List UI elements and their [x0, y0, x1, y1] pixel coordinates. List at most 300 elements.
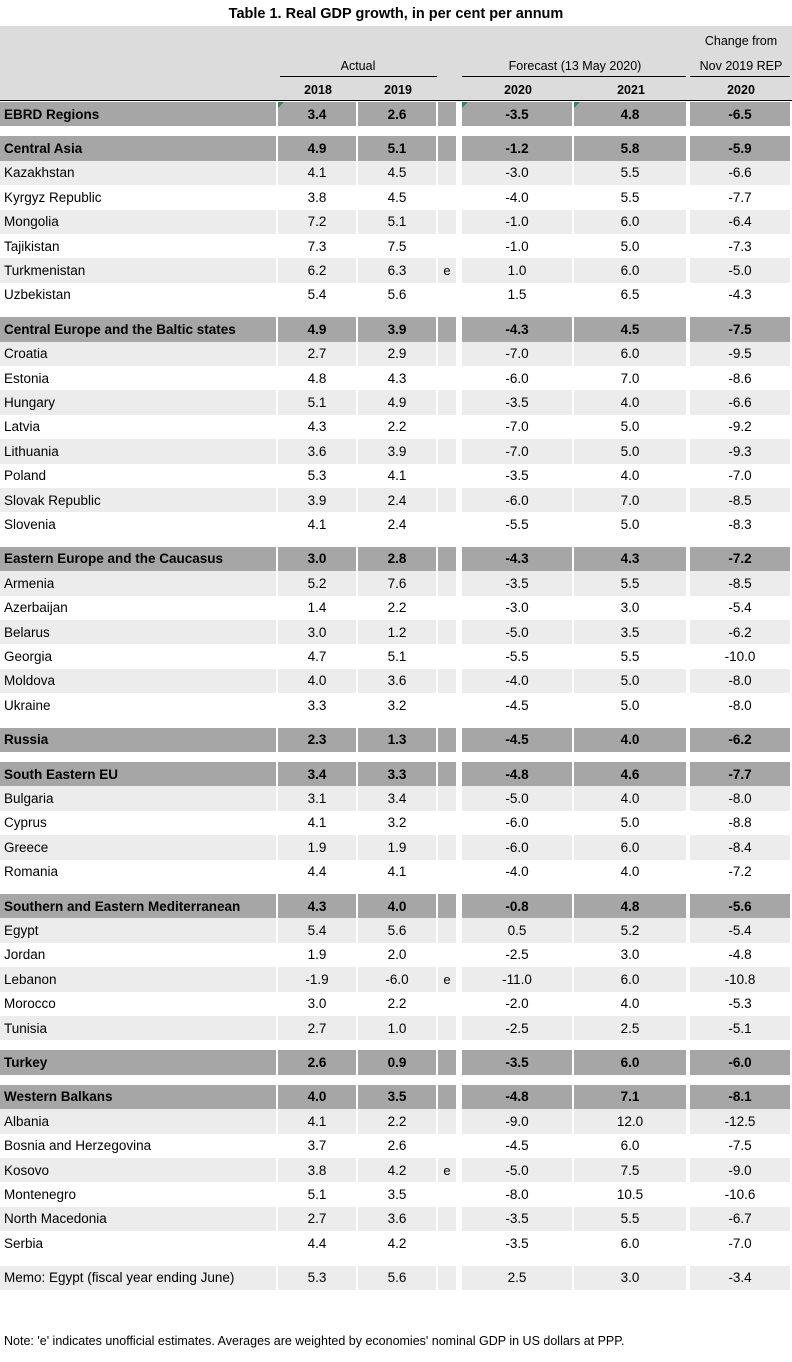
value-cell: -9.3: [690, 439, 790, 463]
value-cell: 4.5: [574, 317, 686, 341]
estimate-flag: [438, 547, 456, 571]
value-cell: 6.0: [574, 210, 686, 234]
table-row: [0, 512, 792, 536]
value-cell: 4.0: [278, 669, 356, 693]
value-cell: -5.5: [462, 512, 572, 536]
row-label: Armenia: [0, 571, 276, 595]
value-cell: -8.6: [690, 366, 790, 390]
value-cell: -0.8: [462, 894, 572, 918]
value-cell: -4.5: [462, 693, 572, 717]
cell-comment-marker-icon: [462, 102, 468, 108]
table-row: [0, 620, 792, 644]
value-cell: 3.4: [278, 762, 356, 786]
value-cell: -8.0: [462, 1182, 572, 1206]
value-cell: 4.1: [278, 811, 356, 835]
value-cell: 3.2: [358, 693, 436, 717]
value-cell: -3.5: [462, 102, 572, 126]
value-cell: 10.5: [574, 1182, 686, 1206]
row-label: Poland: [0, 464, 276, 488]
estimate-flag: [438, 693, 456, 717]
table-row: [0, 786, 792, 810]
value-cell: 7.0: [574, 366, 686, 390]
value-cell: -7.0: [690, 1231, 790, 1255]
value-cell: 5.1: [358, 644, 436, 668]
value-cell: 4.4: [278, 860, 356, 884]
value-cell: 3.2: [358, 811, 436, 835]
row-label: Slovak Republic: [0, 488, 276, 512]
value-cell: -3.5: [462, 1231, 572, 1255]
value-cell: 2.7: [278, 342, 356, 366]
value-cell: -9.5: [690, 342, 790, 366]
row-label: EBRD Regions: [0, 102, 276, 126]
value-cell: 6.0: [574, 342, 686, 366]
value-cell: 1.9: [278, 835, 356, 859]
row-label: Kyrgyz Republic: [0, 185, 276, 209]
value-cell: -1.0: [462, 210, 572, 234]
table-row: [0, 1016, 792, 1040]
value-cell: 1.9: [278, 943, 356, 967]
value-cell: 5.0: [574, 234, 686, 258]
estimate-flag: [438, 210, 456, 234]
cell-comment-marker-icon: [278, 102, 284, 108]
value-cell: -6.0: [462, 366, 572, 390]
value-cell: 2.9: [358, 342, 436, 366]
value-cell: 2.6: [358, 102, 436, 126]
header-change-line2: Nov 2019 REP: [699, 59, 783, 73]
value-cell: -8.3: [690, 512, 790, 536]
table-row: [0, 1182, 792, 1206]
value-cell: -8.0: [690, 786, 790, 810]
estimate-flag: [438, 992, 456, 1016]
value-cell: -8.1: [690, 1085, 790, 1109]
row-label: Russia: [0, 728, 276, 752]
table-row: [0, 1231, 792, 1255]
estimate-flag: [438, 835, 456, 859]
value-cell: 2.2: [358, 596, 436, 620]
estimate-flag: [438, 1231, 456, 1255]
value-cell: 7.6: [358, 571, 436, 595]
value-cell: -4.0: [462, 185, 572, 209]
group-row: [0, 136, 792, 160]
value-cell: -2.5: [462, 1016, 572, 1040]
row-label: Memo: Egypt (fiscal year ending June): [0, 1266, 276, 1290]
table-row: [0, 366, 792, 390]
value-cell: -5.4: [690, 596, 790, 620]
header-forecast: Forecast (13 May 2020): [508, 59, 642, 73]
value-cell: 5.1: [358, 210, 436, 234]
value-cell: 5.0: [574, 439, 686, 463]
estimate-flag: [438, 1050, 456, 1074]
table-row: [0, 811, 792, 835]
table-row: [0, 644, 792, 668]
value-cell: -2.5: [462, 943, 572, 967]
estimate-flag: [438, 390, 456, 414]
value-cell: -6.0: [690, 1050, 790, 1074]
value-cell: 5.1: [278, 390, 356, 414]
value-cell: 3.5: [574, 620, 686, 644]
value-cell: -5.9: [690, 136, 790, 160]
estimate-flag: [438, 596, 456, 620]
value-cell: 3.0: [574, 1266, 686, 1290]
value-cell: -7.2: [690, 547, 790, 571]
value-cell: 3.0: [574, 596, 686, 620]
value-cell: -6.0: [462, 811, 572, 835]
value-cell: -6.6: [690, 390, 790, 414]
estimate-flag: [438, 136, 456, 160]
value-cell: -8.5: [690, 488, 790, 512]
value-cell: 4.9: [278, 136, 356, 160]
value-cell: -4.5: [462, 1134, 572, 1158]
value-cell: 2.7: [278, 1016, 356, 1040]
header-year-2020-forecast: 2020: [504, 83, 532, 97]
value-cell: 4.0: [574, 728, 686, 752]
estimate-flag: [438, 571, 456, 595]
row-label: Bulgaria: [0, 786, 276, 810]
row-label: Jordan: [0, 943, 276, 967]
value-cell: 2.4: [358, 512, 436, 536]
value-cell: 4.5: [358, 161, 436, 185]
value-cell: 5.3: [278, 464, 356, 488]
value-cell: -8.5: [690, 571, 790, 595]
value-cell: 6.0: [574, 967, 686, 991]
value-cell: 6.0: [574, 1134, 686, 1158]
value-cell: -7.7: [690, 762, 790, 786]
estimate-flag: [438, 786, 456, 810]
estimate-flag: [438, 234, 456, 258]
group-row: [0, 894, 792, 918]
value-cell: -2.0: [462, 992, 572, 1016]
value-cell: 3.9: [358, 317, 436, 341]
value-cell: -4.8: [462, 762, 572, 786]
value-cell: 2.7: [278, 1207, 356, 1231]
estimate-flag: [438, 512, 456, 536]
value-cell: 3.8: [278, 185, 356, 209]
value-cell: -8.0: [690, 669, 790, 693]
header-year-2020-change: 2020: [727, 83, 755, 97]
estimate-flag: [438, 860, 456, 884]
value-cell: 6.5: [574, 283, 686, 307]
value-cell: -5.1: [690, 1016, 790, 1040]
value-cell: -1.0: [462, 234, 572, 258]
value-cell: 5.3: [278, 1266, 356, 1290]
memo-row: [0, 1266, 792, 1290]
value-cell: -3.5: [462, 1050, 572, 1074]
value-cell: 7.5: [574, 1158, 686, 1182]
value-cell: 3.6: [358, 669, 436, 693]
table-row: [0, 1207, 792, 1231]
table-row: [0, 967, 792, 991]
estimate-flag: [438, 762, 456, 786]
value-cell: 4.3: [358, 366, 436, 390]
row-label: Azerbaijan: [0, 596, 276, 620]
value-cell: 4.1: [278, 512, 356, 536]
value-cell: 5.1: [358, 136, 436, 160]
row-label: Turkmenistan: [0, 258, 276, 282]
row-label: Albania: [0, 1109, 276, 1133]
estimate-flag: e: [438, 258, 456, 282]
row-label: Greece: [0, 835, 276, 859]
value-cell: 1.5: [462, 283, 572, 307]
value-cell: 3.5: [358, 1085, 436, 1109]
value-cell: -6.5: [690, 102, 790, 126]
value-cell: -6.2: [690, 728, 790, 752]
table-row: [0, 693, 792, 717]
value-cell: 3.0: [574, 943, 686, 967]
value-cell: 7.2: [278, 210, 356, 234]
value-cell: 4.9: [358, 390, 436, 414]
row-label: North Macedonia: [0, 1207, 276, 1231]
row-label: Hungary: [0, 390, 276, 414]
row-label: Western Balkans: [0, 1085, 276, 1109]
value-cell: 5.5: [574, 1207, 686, 1231]
value-cell: 2.3: [278, 728, 356, 752]
header-change-line1: Change from: [704, 34, 778, 48]
table-note: Note: 'e' indicates unofficial estimates. Averages are weighted by economies' nominal GDP in US dollars at PPP.: [4, 1334, 625, 1348]
table-row: [0, 1158, 792, 1182]
estimate-flag: [438, 1016, 456, 1040]
value-cell: -9.2: [690, 415, 790, 439]
value-cell: -5.6: [690, 894, 790, 918]
value-cell: 1.9: [358, 835, 436, 859]
estimate-flag: [438, 1266, 456, 1290]
value-cell: -1.9: [278, 967, 356, 991]
row-label: Uzbekistan: [0, 283, 276, 307]
value-cell: -5.3: [690, 992, 790, 1016]
value-cell: 3.7: [278, 1134, 356, 1158]
value-cell: 5.0: [574, 811, 686, 835]
row-label: Montenegro: [0, 1182, 276, 1206]
estimate-flag: [438, 185, 456, 209]
value-cell: 0.5: [462, 918, 572, 942]
value-cell: 3.0: [278, 620, 356, 644]
table-row: [0, 161, 792, 185]
table-row: [0, 860, 792, 884]
table-row: [0, 669, 792, 693]
value-cell: 4.2: [358, 1158, 436, 1182]
value-cell: 5.5: [574, 161, 686, 185]
group-row: [0, 728, 792, 752]
value-cell: -6.6: [690, 161, 790, 185]
value-cell: 6.0: [574, 835, 686, 859]
estimate-flag: [438, 415, 456, 439]
value-cell: 5.2: [574, 918, 686, 942]
estimate-flag: [438, 894, 456, 918]
value-cell: 5.5: [574, 185, 686, 209]
row-label: Tunisia: [0, 1016, 276, 1040]
value-cell: -12.5: [690, 1109, 790, 1133]
estimate-flag: [438, 439, 456, 463]
row-label: Cyprus: [0, 811, 276, 835]
value-cell: 5.1: [278, 1182, 356, 1206]
value-cell: -4.0: [462, 669, 572, 693]
value-cell: -8.4: [690, 835, 790, 859]
value-cell: 1.0: [462, 258, 572, 282]
value-cell: 4.0: [574, 464, 686, 488]
estimate-flag: [438, 464, 456, 488]
value-cell: 3.5: [358, 1182, 436, 1206]
value-cell: -7.3: [690, 234, 790, 258]
table-title: Table 1. Real GDP growth, in per cent per annum: [228, 6, 564, 22]
estimate-flag: [438, 620, 456, 644]
value-cell: 4.9: [278, 317, 356, 341]
value-cell: -3.0: [462, 161, 572, 185]
group-row: [0, 1050, 792, 1074]
value-cell: -3.4: [690, 1266, 790, 1290]
value-cell: -3.5: [462, 1207, 572, 1231]
table-row: [0, 1109, 792, 1133]
table-row: [0, 571, 792, 595]
value-cell: 5.0: [574, 512, 686, 536]
row-label: Lithuania: [0, 439, 276, 463]
value-cell: -11.0: [462, 967, 572, 991]
value-cell: 4.8: [574, 894, 686, 918]
value-cell: 4.6: [574, 762, 686, 786]
value-cell: -6.7: [690, 1207, 790, 1231]
value-cell: -3.5: [462, 464, 572, 488]
value-cell: 3.3: [358, 762, 436, 786]
value-cell: 1.0: [358, 1016, 436, 1040]
table-row: [0, 488, 792, 512]
estimate-flag: [438, 283, 456, 307]
value-cell: 2.2: [358, 415, 436, 439]
table-row: [0, 258, 792, 282]
value-cell: 3.4: [278, 102, 356, 126]
value-cell: 4.3: [278, 415, 356, 439]
estimate-flag: [438, 342, 456, 366]
value-cell: 6.2: [278, 258, 356, 282]
value-cell: -5.5: [462, 644, 572, 668]
value-cell: 2.5: [462, 1266, 572, 1290]
value-cell: 6.3: [358, 258, 436, 282]
value-cell: 1.4: [278, 596, 356, 620]
value-cell: 1.2: [358, 620, 436, 644]
row-label: Moldova: [0, 669, 276, 693]
value-cell: 5.4: [278, 283, 356, 307]
row-label: Turkey: [0, 1050, 276, 1074]
value-cell: -4.3: [690, 283, 790, 307]
value-cell: 12.0: [574, 1109, 686, 1133]
row-label: Estonia: [0, 366, 276, 390]
value-cell: 4.8: [574, 102, 686, 126]
value-cell: -6.4: [690, 210, 790, 234]
row-label: Ukraine: [0, 693, 276, 717]
value-cell: 7.1: [574, 1085, 686, 1109]
value-cell: -10.0: [690, 644, 790, 668]
value-cell: 3.0: [278, 547, 356, 571]
value-cell: 4.3: [278, 894, 356, 918]
value-cell: 5.5: [574, 571, 686, 595]
value-cell: 4.1: [278, 161, 356, 185]
row-label: Central Asia: [0, 136, 276, 160]
row-label: Southern and Eastern Mediterranean: [0, 894, 276, 918]
value-cell: 5.4: [278, 918, 356, 942]
estimate-flag: [438, 1109, 456, 1133]
value-cell: 4.8: [278, 366, 356, 390]
row-label: Egypt: [0, 918, 276, 942]
value-cell: 3.8: [278, 1158, 356, 1182]
estimate-flag: [438, 669, 456, 693]
estimate-flag: e: [438, 1158, 456, 1182]
value-cell: -3.5: [462, 571, 572, 595]
value-cell: -4.0: [462, 860, 572, 884]
value-cell: 4.1: [358, 464, 436, 488]
header-actual: Actual: [340, 59, 376, 73]
group-row: [0, 317, 792, 341]
value-cell: -6.2: [690, 620, 790, 644]
table-row: [0, 210, 792, 234]
value-cell: -3.5: [462, 390, 572, 414]
estimate-flag: [438, 943, 456, 967]
value-cell: 2.6: [358, 1134, 436, 1158]
value-cell: 6.0: [574, 1231, 686, 1255]
value-cell: 3.6: [358, 1207, 436, 1231]
value-cell: 2.4: [358, 488, 436, 512]
row-label: Lebanon: [0, 967, 276, 991]
table-row: [0, 1134, 792, 1158]
table-row: [0, 439, 792, 463]
value-cell: -4.3: [462, 317, 572, 341]
row-label: Kosovo: [0, 1158, 276, 1182]
estimate-flag: [438, 161, 456, 185]
value-cell: 4.0: [278, 1085, 356, 1109]
estimate-flag: [438, 366, 456, 390]
estimate-flag: [438, 102, 456, 126]
value-cell: 2.2: [358, 1109, 436, 1133]
table-row: [0, 596, 792, 620]
value-cell: -6.0: [462, 835, 572, 859]
estimate-flag: [438, 1085, 456, 1109]
value-cell: -6.0: [358, 967, 436, 991]
row-label: Slovenia: [0, 512, 276, 536]
table-row: [0, 342, 792, 366]
row-label: Latvia: [0, 415, 276, 439]
value-cell: -7.0: [462, 342, 572, 366]
estimate-flag: [438, 811, 456, 835]
value-cell: 4.2: [358, 1231, 436, 1255]
value-cell: 7.3: [278, 234, 356, 258]
value-cell: 4.0: [574, 992, 686, 1016]
value-cell: 3.9: [278, 488, 356, 512]
value-cell: 4.4: [278, 1231, 356, 1255]
estimate-flag: [438, 488, 456, 512]
value-cell: 4.5: [358, 185, 436, 209]
value-cell: 5.6: [358, 1266, 436, 1290]
table-row: [0, 283, 792, 307]
value-cell: 6.0: [574, 1050, 686, 1074]
value-cell: 5.6: [358, 283, 436, 307]
value-cell: -4.8: [462, 1085, 572, 1109]
row-label: Mongolia: [0, 210, 276, 234]
value-cell: 2.8: [358, 547, 436, 571]
value-cell: 3.9: [358, 439, 436, 463]
header-bottom-rule: [0, 100, 792, 101]
estimate-flag: [438, 1182, 456, 1206]
table-row: [0, 415, 792, 439]
value-cell: 7.0: [574, 488, 686, 512]
value-cell: -7.5: [690, 317, 790, 341]
row-label: South Eastern EU: [0, 762, 276, 786]
estimate-flag: e: [438, 967, 456, 991]
row-label: Bosnia and Herzegovina: [0, 1134, 276, 1158]
table-row: [0, 185, 792, 209]
value-cell: -9.0: [462, 1109, 572, 1133]
value-cell: 3.0: [278, 992, 356, 1016]
row-label: Tajikistan: [0, 234, 276, 258]
group-row: [0, 102, 792, 126]
value-cell: -7.7: [690, 185, 790, 209]
row-label: Serbia: [0, 1231, 276, 1255]
table-row: [0, 234, 792, 258]
